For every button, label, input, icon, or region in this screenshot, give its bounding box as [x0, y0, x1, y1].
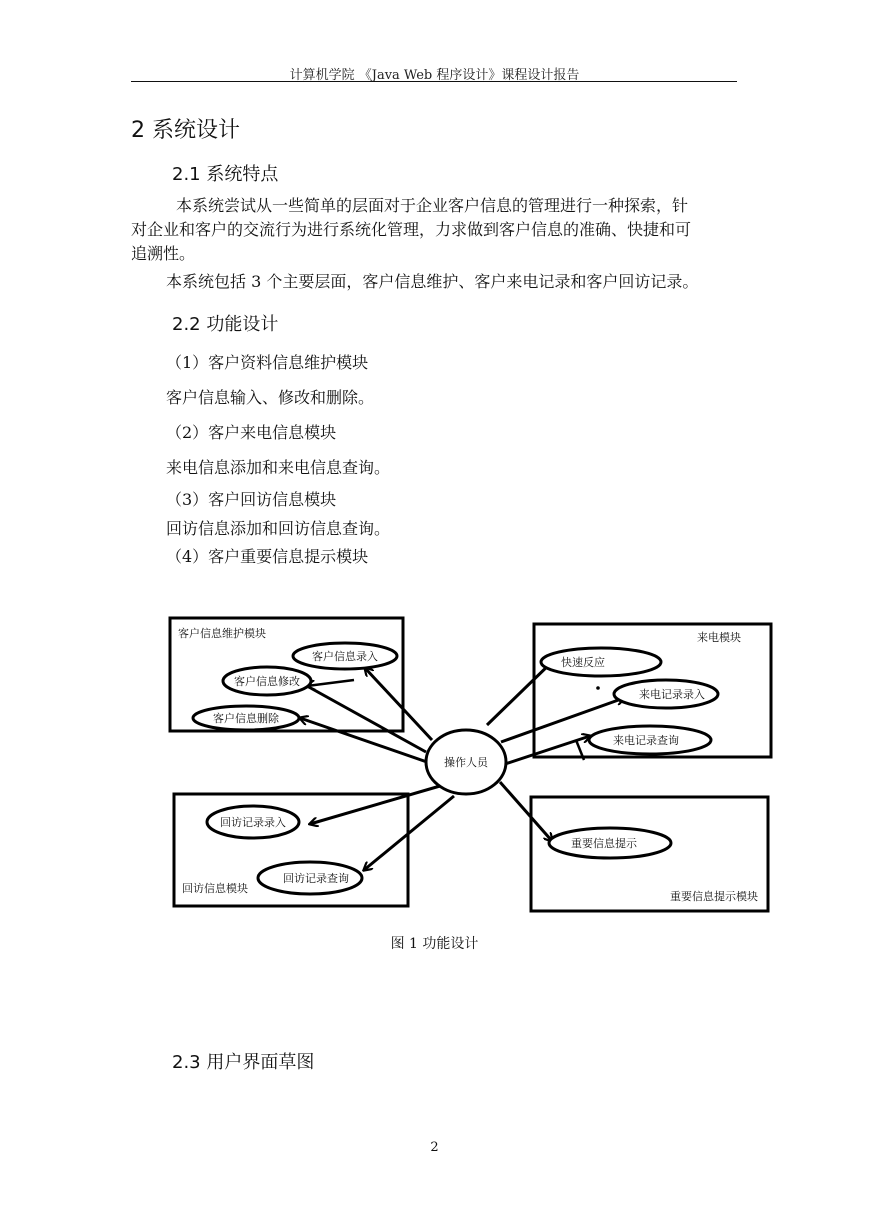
list-item: （1）客户资料信息维护模块 — [166, 353, 369, 372]
figure-caption: 图 1 功能设计 — [390, 936, 479, 952]
connector-line — [300, 718, 427, 762]
list-item: 来电信息添加和来电信息查询。 — [166, 458, 391, 477]
connector-line — [365, 668, 432, 740]
function-design-diagram — [164, 612, 776, 918]
list-item: （3）客户回访信息模块 — [166, 490, 337, 509]
center-node-label: 操作人员 — [444, 756, 488, 769]
node-label: 客户信息修改 — [234, 675, 300, 688]
connector-line — [310, 786, 440, 824]
node-label: 回访记录查询 — [283, 872, 349, 885]
node-label: 重要信息提示 — [571, 837, 637, 850]
paragraph-line: 对企业和客户的交流行为进行系统化管理，力求做到客户信息的准确、快捷和可 — [131, 220, 692, 239]
paragraph-line: 本系统尝试从一些简单的层面对于企业客户信息的管理进行一种探索，针 — [176, 196, 689, 215]
list-item: 回访信息添加和回访信息查询。 — [166, 519, 391, 538]
node-label: 回访记录录入 — [220, 816, 286, 829]
module-title-call: 来电模块 — [697, 631, 741, 644]
page-number: 2 — [430, 1140, 439, 1155]
node-label: 来电记录查询 — [613, 734, 679, 747]
subsection-title-2-2: 2.2 功能设计 — [172, 314, 279, 335]
connector-line — [307, 680, 354, 686]
paragraph-line: 追溯性。 — [131, 244, 196, 263]
stray-mark — [596, 686, 600, 690]
section-title: 2 系统设计 — [131, 118, 240, 143]
node-label: 来电记录录入 — [639, 688, 705, 701]
module-title-maintain: 客户信息维护模块 — [178, 627, 266, 640]
list-item: （4）客户重要信息提示模块 — [166, 547, 369, 566]
subsection-title-2-1: 2.1 系统特点 — [172, 164, 279, 185]
node-label: 客户信息删除 — [213, 712, 279, 725]
list-item: 客户信息输入、修改和删除。 — [166, 388, 375, 407]
page-header: 计算机学院 《Java Web 程序设计》课程设计报告 — [289, 68, 580, 83]
module-title-important: 重要信息提示模块 — [670, 890, 758, 903]
subsection-title-2-3: 2.3 用户界面草图 — [172, 1052, 315, 1073]
module-title-visit: 回访信息模块 — [182, 882, 248, 895]
list-item: （2）客户来电信息模块 — [166, 423, 337, 442]
connector-line — [500, 782, 552, 841]
header-divider — [131, 81, 737, 82]
paragraph-line: 本系统包括 3 个主要层面，客户信息维护、客户来电记录和客户回访记录。 — [166, 272, 699, 291]
node-label: 客户信息录入 — [312, 650, 378, 663]
node-label: 快速反应 — [561, 656, 605, 669]
